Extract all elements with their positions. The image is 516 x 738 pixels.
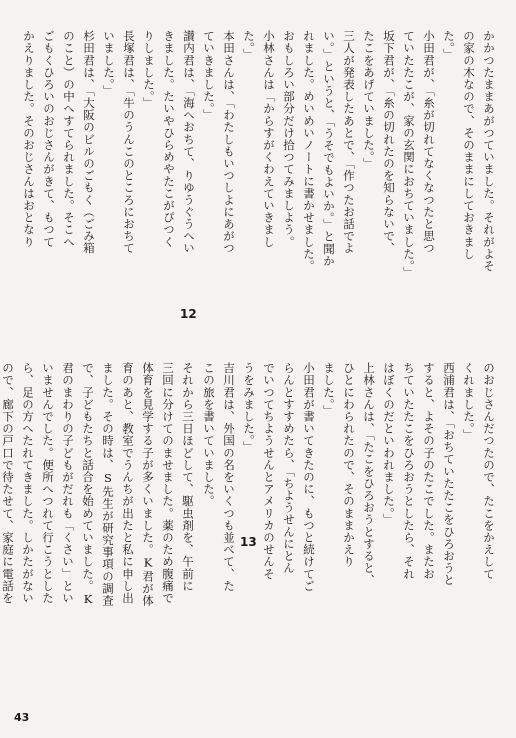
text-column: はぼくのだといわれました。」 — [382, 362, 396, 526]
text-column: うをみました。」 — [242, 362, 256, 454]
text-column: おもしろい部分だけ拾つてみましよう。 — [282, 30, 296, 248]
text-column: ていたたこが、家の玄関におちていました。」 — [402, 30, 416, 279]
text-column: くれました。」 — [462, 362, 476, 441]
text-column: かかつたままあがつていました。それがよそ — [482, 30, 496, 272]
text-column: た。」 — [242, 30, 256, 61]
section-number-13: 13 — [240, 535, 257, 549]
text-column: この旅を書いていました。 — [202, 362, 216, 508]
text-column: たこをあげていました。」 — [362, 30, 376, 170]
text-column: ていきました。」 — [202, 30, 216, 122]
text-column: ので、廊下の戸口で待たせて、家庭に電話を — [1, 362, 15, 604]
text-column: ました。」 — [322, 362, 336, 417]
text-column: きました。たいやひらめやたこがぴつく — [162, 30, 176, 248]
text-column: すると、よその子のたこでした。またお — [422, 362, 436, 580]
text-column: 小田君が、「糸が切れてなくなつたと思つ — [422, 30, 436, 255]
lower-text-band — [1, 362, 498, 682]
upper-text-band — [14, 30, 498, 344]
text-column: でいつてちようせんとアメリカのせんそ — [262, 362, 276, 580]
text-column: ました。その時は、S先生が研究事項の調査 — [101, 362, 115, 607]
text-column: 杉田君は、「大阪のビルのごもく（ごみ箱 — [82, 30, 96, 255]
text-column: 西浦君は、「おちていたたこをひろおうと — [442, 362, 456, 587]
text-column: ごもくひろいのおじさんがきて、もつて — [42, 30, 56, 248]
text-column: いませんでした。便所へつれて行こうとした — [41, 362, 55, 604]
text-column: ちていたたこをひろおうとしたら、それ — [402, 362, 416, 580]
text-column: れました。めいめいノートに書かせました。 — [302, 30, 316, 272]
text-column: で、子どもたちと話合を始めていました。K — [81, 362, 95, 607]
text-column: 三回に分けてのませました。薬のため腹痛で — [161, 362, 175, 604]
text-column: 讃内君は、「海へおちて、りゆうぐうへい — [182, 30, 196, 255]
section-number-12: 12 — [180, 307, 197, 321]
text-column: 本田さんは、「わたしもいつしよにあがつ — [222, 30, 236, 255]
text-column: 吉川君は、外国の名をいくつも並べて、た — [222, 362, 236, 592]
text-column: かえりました。そのおじさんはおとなり — [22, 30, 36, 248]
text-column: のおじさんだつたので、たこをかえして — [482, 362, 496, 580]
page-number: 43 — [14, 711, 30, 724]
text-column: 君のまわりの子どもがだれも「くさい」とい — [61, 362, 75, 604]
text-column: 体育を見学する子が多くいました。K君が体 — [141, 362, 155, 607]
text-column: 育のあと、教室でうんちが出たと私に申し出 — [121, 362, 135, 604]
text-column: 小林さんは「からすがくわえていきまし — [262, 30, 276, 248]
text-column: ひとにわられたので、そのままかえり — [342, 362, 356, 568]
text-column: りしました。」 — [142, 30, 156, 109]
text-column: それから三日ほどして、駆虫剤を、午前に — [181, 362, 195, 592]
text-column: 小田君が書いてきたのに、もつと続けてご — [302, 362, 316, 592]
text-column: 上林さんは、「たこをひろおうとすると、 — [362, 362, 376, 587]
text-column: 長塚君は、「牛のうんこのところにおちて — [122, 30, 136, 255]
text-column: 三人が発表したあとで、「作つたお話でよ — [342, 30, 356, 255]
text-column: た。」 — [442, 30, 456, 61]
text-column: い。」というと、「うそでもよいか。」と聞か — [322, 30, 336, 267]
text-column: ら、足の方へたれてきました。しかたがない — [21, 362, 35, 604]
text-column: いました。」 — [102, 30, 116, 97]
text-column: の家の木なので、そのままにしておきまし — [462, 30, 476, 260]
text-column: 坂下君が、「糸の切れたのを知らないで、 — [382, 30, 396, 255]
text-column: らんとすすめたら、「ちようせんにとん — [282, 362, 296, 575]
text-column: のこと）の中へすてられました。そこへ — [62, 30, 76, 248]
